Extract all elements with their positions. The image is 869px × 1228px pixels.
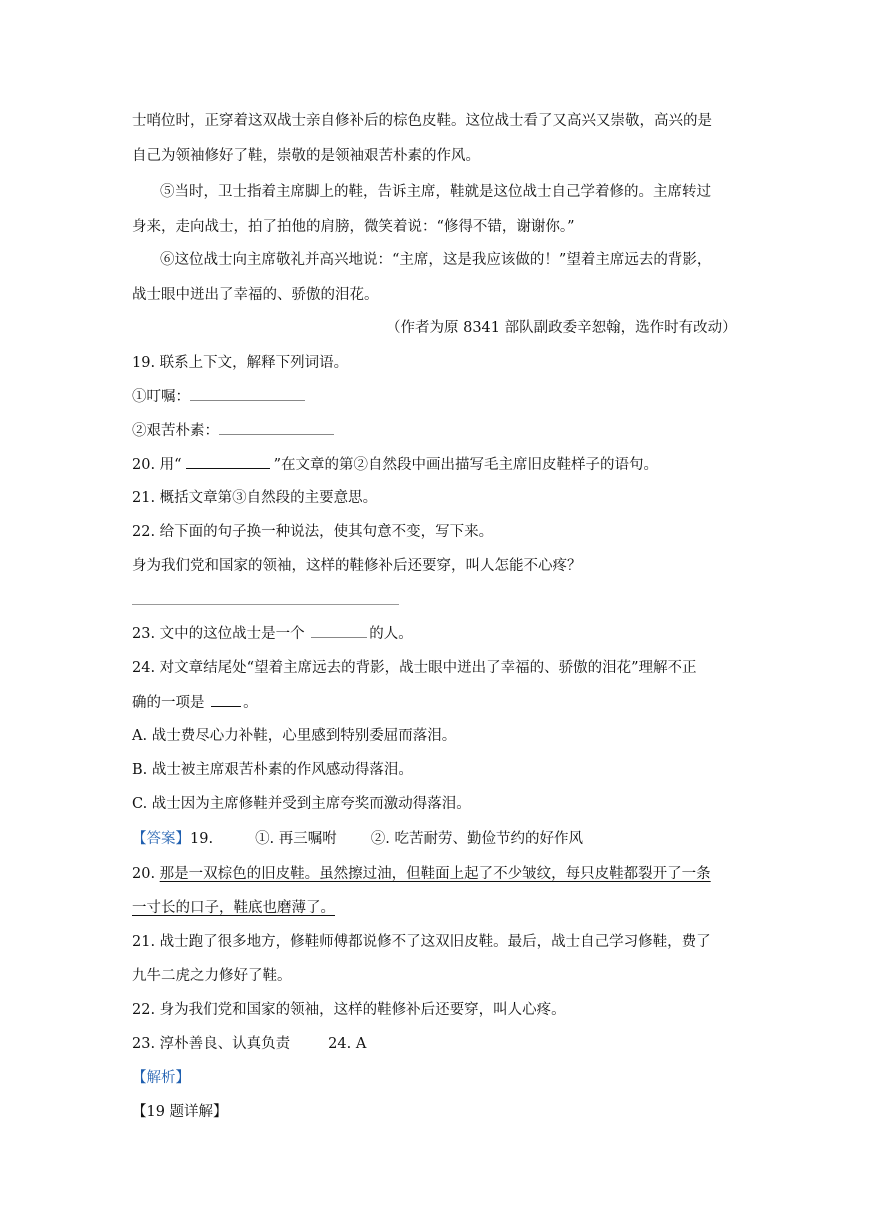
- passage-line: 自己为领袖修好了鞋，崇敬的是领袖艰苦朴素的作风。: [132, 148, 480, 164]
- question-23: [132, 624, 413, 644]
- question-text: 的人。: [369, 626, 413, 642]
- term-label: ①叮嘱：: [132, 389, 190, 405]
- underline-sample: [186, 454, 270, 469]
- passage-line: 身来，走向战士，拍了拍他的肩膀，微笑着说：“修得不错，谢谢你。”: [132, 219, 575, 235]
- question-19: 19. 联系上下文，解释下列词语。: [132, 355, 349, 371]
- question-21: 21. 概括文章第③自然段的主要意思。: [132, 490, 378, 506]
- answer-number: 20.: [132, 866, 160, 882]
- answer-23: 23. 淳朴善良、认真负责: [132, 1036, 291, 1052]
- answer-19-2: ②. 吃苦耐劳、勤俭节约的好作风: [370, 831, 583, 847]
- question-text: 23. 文中的这位战士是一个: [132, 626, 310, 642]
- answer-line[interactable]: [132, 604, 399, 605]
- answer-23-24: [132, 1034, 366, 1054]
- question-20: [132, 454, 658, 475]
- paragraph-6: ⑥这位战士向主席敬礼并高兴地说：“主席，这是我应该做的！”望着主席远去的背影，: [160, 252, 712, 268]
- answer-24: 24. A: [328, 1036, 367, 1052]
- passage-line: 士哨位时，正穿着这双战士亲自修补后的棕色皮鞋。这位战士看了又高兴又崇敬，高兴的是: [132, 113, 712, 129]
- question-text: 20. 用“: [132, 457, 182, 473]
- question-24-cont: [132, 692, 258, 713]
- option-c: C. 战士因为主席修鞋并受到主席夸奖而激动得落泪。: [132, 796, 471, 812]
- answer-blank[interactable]: [211, 692, 241, 707]
- option-a: A. 战士费尽心力补鞋，心里感到特别委屈而落泪。: [132, 728, 457, 744]
- answer-21-cont: 九牛二虎之力修好了鞋。: [132, 968, 292, 984]
- answer-blank[interactable]: [190, 387, 305, 401]
- question-text: 。: [243, 695, 258, 711]
- paragraph-5: ⑤当时，卫士指着主席脚上的鞋，告诉主席，鞋就是这位战士自己学着修的。主席转过: [160, 184, 711, 200]
- option-b: B. 战士被主席艰苦朴素的作风感动得落泪。: [132, 762, 413, 778]
- answer-number: 19.: [190, 831, 214, 847]
- question-22-sentence: 身为我们党和国家的领袖，这样的鞋修补后还要穿，叫人怎能不心疼？: [132, 558, 582, 574]
- question-19-item-2: [132, 421, 334, 441]
- answer-20-cont: [132, 898, 335, 918]
- answer-20-text: 那是一双棕色的旧皮鞋。虽然擦过油，但鞋面上起了不少皱纹，每只皮鞋都裂开了一条: [159, 866, 711, 882]
- source-note: （作者为原 8341 部队副政委辛恕翰，选作时有改动）: [386, 320, 737, 336]
- question-19-item-1: [132, 387, 305, 407]
- answer-19: [132, 829, 583, 849]
- answer-19-1: ①. 再三嘱咐: [255, 831, 337, 847]
- passage-line: 战士眼中迸出了幸福的、骄傲的泪花。: [132, 287, 379, 303]
- answer-blank[interactable]: [219, 421, 334, 435]
- answer-blank[interactable]: [311, 624, 367, 638]
- answer-20-text: 一寸长的口子，鞋底也磨薄了。: [132, 900, 335, 916]
- question-24: 24. 对文章结尾处“望着主席远去的背影，战士眼中迸出了幸福的、骄傲的泪花”理解不正: [132, 660, 697, 676]
- analysis-subheading: 【19 题详解】: [132, 1104, 228, 1120]
- analysis-tag: 【解析】: [132, 1070, 190, 1086]
- question-22: 22. 给下面的句子换一种说法，使其句意不变，写下来。: [132, 524, 494, 540]
- answer-22: 22. 身为我们党和国家的领袖，这样的鞋修补后还要穿，叫人心疼。: [132, 1002, 566, 1018]
- answer-21: 21. 战士跑了很多地方，修鞋师傅都说修不了这双旧皮鞋。最后，战士自己学习修鞋，费了: [132, 934, 711, 950]
- answer-20: [132, 864, 711, 884]
- answer-tag: 【答案】: [132, 831, 190, 847]
- question-text: ”在文章的第②自然段中画出描写毛主席旧皮鞋样子的语句。: [273, 457, 659, 473]
- term-label: ②艰苦朴素：: [132, 423, 219, 439]
- question-text: 确的一项是: [132, 695, 210, 711]
